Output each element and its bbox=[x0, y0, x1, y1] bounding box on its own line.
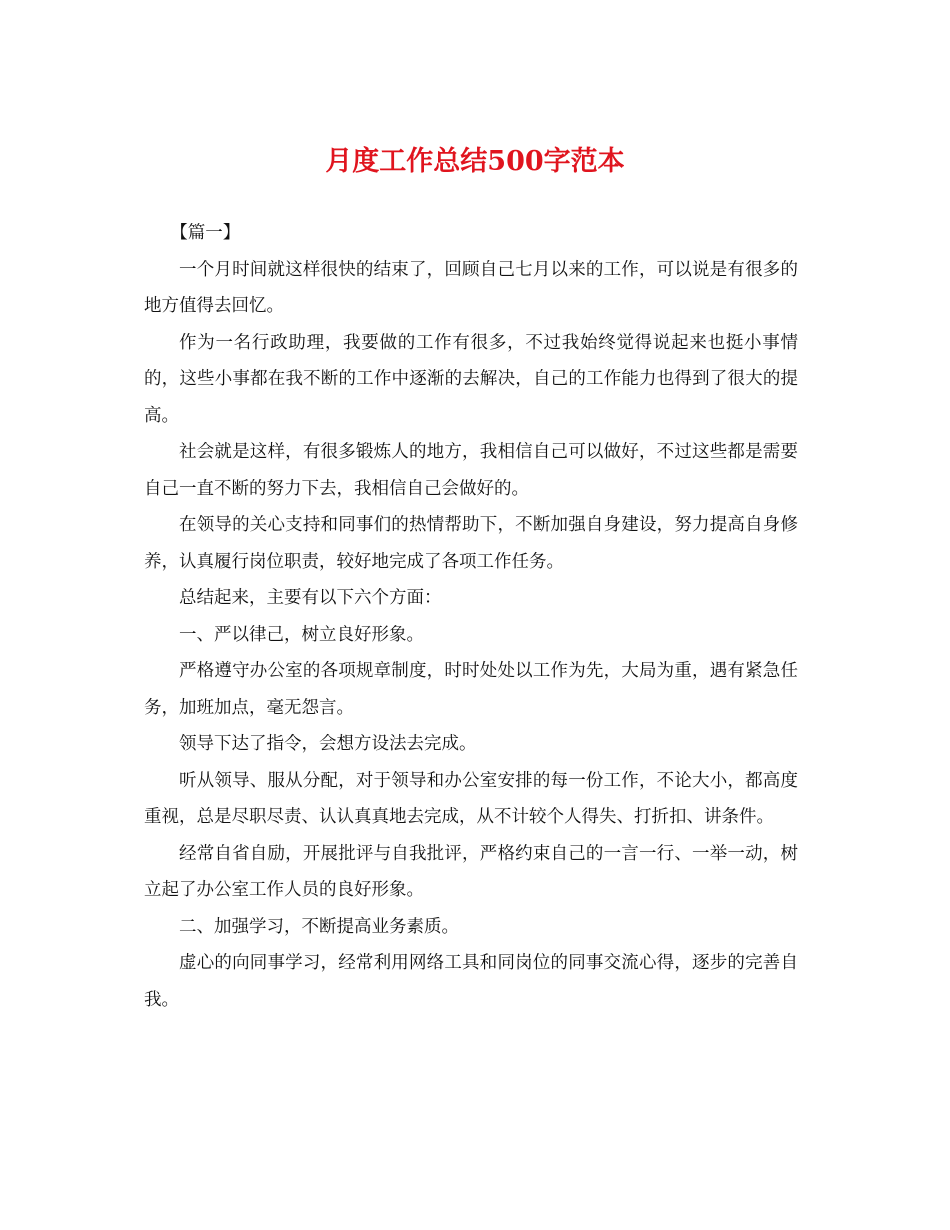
section-heading: 一、严以律己，树立良好形象。 bbox=[179, 624, 424, 645]
document-title: 月度工作总结500字范本 bbox=[325, 146, 625, 177]
paragraph: 听从领导、服从分配，对于领导和办公室安排的每一份工作，不论大小，都高度重视，总是尽职尽责、认认真真地去完成，从不计较个人得失、打折扣、讲条件。 bbox=[144, 770, 798, 827]
paragraph: 虚心的向同事学习，经常利用网络工具和同岗位的同事交流心得，逐步的完善自我。 bbox=[144, 953, 798, 1010]
document-body bbox=[144, 215, 798, 1018]
paragraph: 总结起来，主要有以下六个方面： bbox=[179, 588, 442, 608]
paragraph: 严格遵守办公室的各项规章制度，时时处处以工作为先，大局为重，遇有紧急任务，加班加点，毫无怨言。 bbox=[144, 661, 798, 718]
paragraph: 领导下达了指令，会想方设法去完成。 bbox=[179, 734, 477, 754]
paragraph: 作为一名行政助理，我要做的工作有很多，不过我始终觉得说起来也挺小事情的，这些小事都在我不断的工作中逐渐的去解决，自己的工作能力也得到了很大的提高。 bbox=[144, 332, 798, 426]
paragraph: 经常自省自励，开展批评与自我批评，严格约束自己的一言一行、一举一动，树立起了办公室工作人员的良好形象。 bbox=[144, 843, 798, 900]
paragraph: 社会就是这样，有很多锻炼人的地方，我相信自己可以做好，不过这些都是需要自己一直不断的努力下去，我相信自己会做好的。 bbox=[144, 442, 798, 499]
section-heading: 二、加强学习，不断提高业务素质。 bbox=[179, 916, 459, 937]
paragraph: 在领导的关心支持和同事们的热情帮助下，不断加强自身建设，努力提高自身修养，认真履行岗位职责，较好地完成了各项工作任务。 bbox=[144, 515, 798, 572]
paragraph: 一个月时间就这样很快的结束了，回顾自己七月以来的工作，可以说是有很多的地方值得去回忆。 bbox=[144, 259, 798, 316]
section-marker: 【篇一】 bbox=[170, 223, 241, 243]
